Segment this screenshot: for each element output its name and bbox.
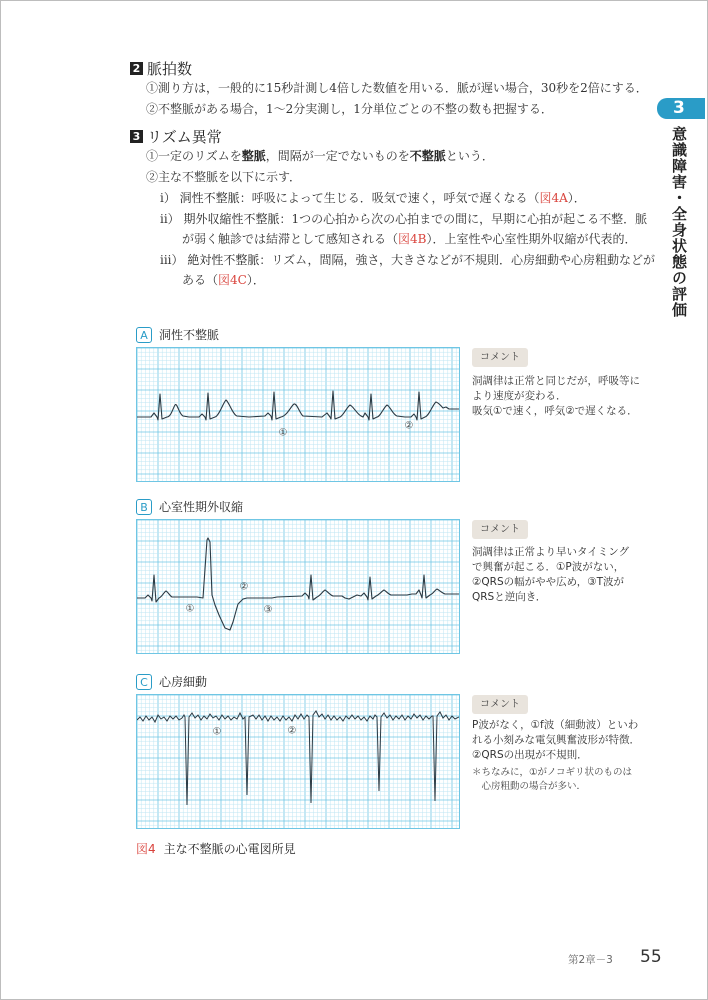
section-3-title: リズム異常 [147, 128, 222, 146]
arrhythmia-item-2 [160, 211, 647, 227]
comment-a-line: 吸気①で速く，呼気②で遅くなる． [472, 405, 638, 417]
comment-body-b [472, 545, 629, 605]
item-marker: i） [160, 191, 176, 205]
ecg-grid-b [137, 520, 459, 653]
comment-c-line: P波がなく，①f波（細動波）といわ [472, 719, 639, 731]
comment-label-b: コメント [472, 520, 528, 539]
comment-label-a: コメント [472, 348, 528, 367]
comment-b-line: 洞調律は正常より早いタイミング [472, 546, 630, 558]
section-3-line-1 [146, 148, 494, 164]
marker-label: ① [185, 603, 195, 615]
ecg-panel-a [136, 347, 460, 482]
item-text: ：1つの心拍から次の心拍までの間に，早期に心拍が起こる不整．脈 [279, 212, 648, 226]
ecg-trace-b [137, 538, 459, 630]
comment-body-c [472, 718, 640, 763]
figure-a-letter: A [136, 327, 152, 343]
ecg-grid-c [137, 695, 459, 828]
section-3-heading [130, 126, 222, 147]
ecg-grid-a [137, 348, 459, 481]
note-c-line: 心房粗動の場合が多い． [472, 781, 587, 792]
item-name: 絶対性不整脈 [187, 253, 260, 267]
section-2-heading [130, 58, 192, 79]
arrhythmia-item-1 [160, 190, 586, 206]
section-2-line-2: ②不整脈がある場合，1～2分実測し，1分単位ごとの不整の数も把握する． [146, 102, 553, 116]
section-3-number: 3 [130, 130, 143, 143]
figure-caption [136, 840, 296, 857]
item-text-end: ）． [567, 191, 586, 205]
footer-chapter: 第2章－3 [568, 954, 613, 966]
item-cont-post: ）． [246, 273, 265, 287]
figure-a-title: 洞性不整脈 [159, 328, 220, 342]
marker-label: ① [212, 726, 222, 738]
grid-lines [137, 695, 459, 828]
comment-note-c [472, 766, 632, 794]
marker-a-1 [279, 428, 288, 439]
marker-label: ② [404, 420, 414, 432]
item-text: ：リズム，間隔，強さ，大きさなどが不規則．心房細動や心房粗動などが [259, 253, 656, 267]
comment-b-line: QRSと逆向き． [472, 591, 547, 603]
comment-body-a [472, 374, 640, 419]
comment-a-line: より速度が変わる． [472, 390, 567, 402]
figure-b-title: 心室性期外収縮 [159, 500, 244, 514]
chapter-tab-number: 3 [657, 98, 705, 119]
comment-c-line: ②QRSの出現が不規則． [472, 749, 588, 761]
item-cont-pre: が弱く触診では結滞として感知される（ [182, 232, 399, 246]
item-cont-post: ）．上室性や心室性期外収縮が代表的． [426, 232, 637, 246]
comment-b-line: ②QRSの幅がやや広め，③T波が [472, 576, 625, 588]
arrhythmia-item-2-cont [182, 231, 637, 247]
comment-c-line: れる小刻みな電気興奮波形が特徴． [472, 734, 640, 746]
item-cont-pre: ある（ [182, 273, 219, 287]
line1-post: という． [445, 149, 494, 163]
marker-label: ① [278, 427, 288, 439]
marker-label: ③ [263, 604, 273, 616]
item-marker: ii） [160, 212, 180, 226]
comment-a-line: 洞調律は正常と同じだが，呼吸等に [472, 375, 640, 387]
grid-lines [137, 348, 459, 481]
section-2-title: 脈拍数 [147, 60, 193, 78]
figure-ref-4b[interactable]: 図4B [398, 232, 427, 246]
section-2-line-1: ①測り方は，一般的に15秒計測し4倍した数値を用いる．脈が遅い場合，30秒を2倍にする． [146, 81, 648, 95]
figure-ref-4c[interactable]: 図4C [218, 273, 247, 287]
figure-c-letter: C [136, 674, 152, 690]
item-marker: iii） [160, 253, 184, 267]
item-text: ：呼吸によって生じる．吸気で速く，呼気で遅くなる（ [239, 191, 540, 205]
figure-a-label [136, 326, 219, 343]
line1-mid: ，間隔が一定でないものを [265, 149, 410, 163]
keyword-arrhythmia: 不整脈 [409, 149, 446, 163]
section-2-number: 2 [130, 62, 143, 75]
marker-b-1 [186, 604, 195, 615]
comment-label-c: コメント [472, 695, 528, 714]
figure-b-label [136, 498, 243, 515]
marker-c-1 [213, 727, 222, 738]
ecg-panel-b [136, 519, 460, 654]
arrhythmia-item-3-cont [182, 272, 265, 288]
marker-label: ② [287, 725, 297, 737]
section-3-line-2: ②主な不整脈を以下に示す． [146, 170, 302, 184]
caption-text: 主な不整脈の心電図所見 [163, 842, 296, 856]
ecg-panel-c [136, 694, 460, 829]
caption-figure-number: 図4 [136, 842, 156, 856]
figure-c-title: 心房細動 [159, 675, 208, 689]
marker-b-3 [264, 605, 273, 616]
figure-c-label [136, 673, 207, 690]
comment-b-line: で興奮が起こる．①P波がない， [472, 561, 625, 573]
keyword-regular-pulse: 整脈 [241, 149, 266, 163]
figure-b-letter: B [136, 499, 152, 515]
marker-label: ② [239, 581, 249, 593]
grid-lines [137, 520, 459, 653]
chapter-tab-title: 意識障害・全身状態の評価 [670, 126, 688, 318]
marker-b-2 [240, 582, 249, 593]
marker-a-2 [405, 421, 414, 432]
line1-pre: ①一定のリズムを [146, 149, 242, 163]
marker-c-2 [288, 726, 297, 737]
note-c-line: ＊ちなみに，①がノコギリ状のものは [472, 767, 633, 778]
item-name: 期外収縮性不整脈 [183, 212, 280, 226]
figure-ref-4a[interactable]: 図4A [539, 191, 568, 205]
page-number: 55 [640, 947, 662, 967]
item-name: 洞性不整脈 [179, 191, 240, 205]
arrhythmia-item-3 [160, 252, 655, 268]
ecg-trace-a [137, 391, 459, 420]
